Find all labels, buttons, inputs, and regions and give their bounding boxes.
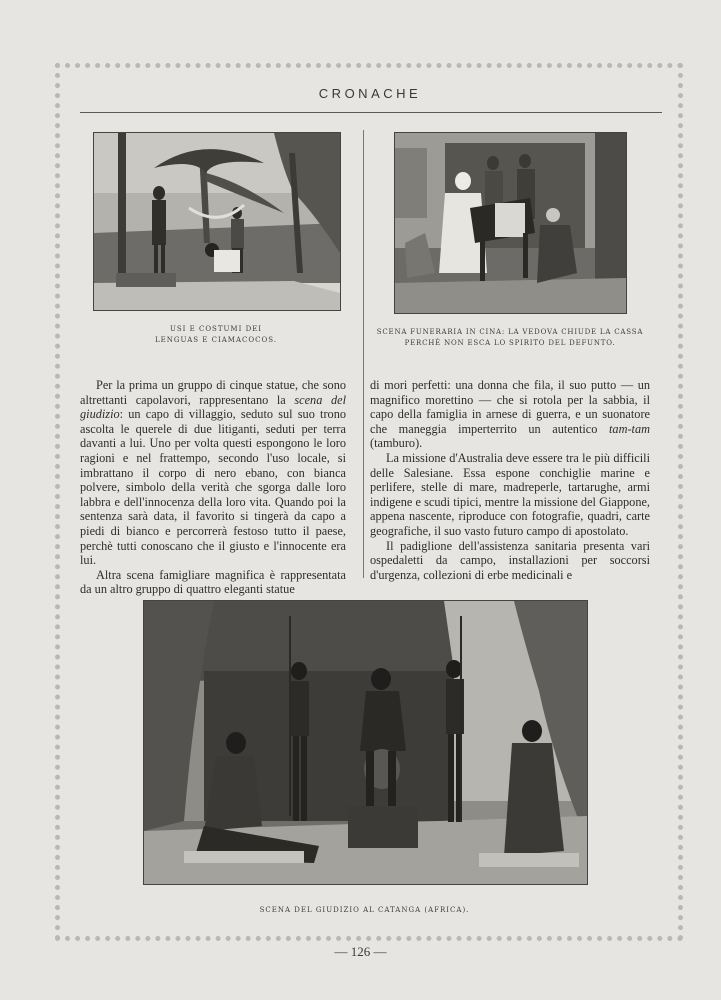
page-header: CRONACHE (318, 86, 422, 101)
paragraph-right-1-a: di mori perfetti: una donna che fila, il suo putto — un magnifico morettino — che si rotola per la sabbia, il capo della famiglia in arnese di guerra, e un suonatore che maneggia imperterrito un autentico (370, 378, 650, 436)
column-divider (363, 130, 364, 578)
paragraph-left-1-b: : un capo di villaggio, seduto sul suo trono ascolta le querele di due litiganti, seduti per terra davanti a lui. Uno per volta questi espongono le loro ragioni e nel frattempo, secondo l'uso locale, si imbrattano il corpo di nero ebano, con bianca polvere, simbolo della verità che sgorga dalle loro labbra e dell'innocenza della loro vita. Quando poi la sentenza sarà data, il favorito si tingerà da capo a piedi di bianco e percorrerà festoso tutto il paese, perchè tutti conoscano che il giusto e l'innocente era lui. (80, 407, 346, 568)
paragraph-left-2: Altra scena famigliare magnifica è rappresentata da un altro gruppo di quattro eleganti statue (80, 567, 346, 597)
caption-lenguas-line2: LENGUAS E CIAMACOCOS. (155, 336, 277, 344)
paragraph-left-1-emphasis: scena del giudizio (80, 392, 346, 422)
caption-funeral (372, 327, 648, 349)
photo-funeral-china (394, 132, 627, 314)
photo-judgment-katanga (143, 600, 588, 885)
paragraph-right-1-emphasis: tam-tam (609, 421, 650, 436)
photo-lenguas-ciamacocos (93, 132, 341, 311)
paragraph-left-1-a: Per la prima un gruppo di cinque statue, che sono altrettanti capolavori, rappresentano la (80, 378, 346, 407)
paragraph-right-2: La missione d'Australia deve essere tra le più difficili delle Salesiane. Essa espone conchiglie marine e perlifere, stelle di mare, madreperle, tartarughe, armi indigene e scudi tipici, mentre la missione del Giappone, appena nascente, riproduce con fotografie, quadri, carte geografiche, il suo vasto futuro campo di apostolato. (370, 450, 650, 538)
paragraph-right-1-b: (tamburo). (370, 436, 423, 451)
caption-funeral-line2: PERCHÈ NON ESCA LO SPIRITO DEL DEFUNTO. (404, 339, 616, 347)
caption-lenguas (93, 324, 339, 346)
paragraph-right-1 (370, 378, 650, 451)
page-number: — 126 — (334, 944, 387, 959)
article-left-column (80, 378, 346, 597)
paragraph-right-3: Il padiglione dell'assistenza sanitaria presenta vari ospedaletti da campo, installazioni per soccorsi d'urgenza, collezioni di erbe medicinali e (370, 538, 650, 582)
caption-funeral-line1: SCENA FUNERARIA IN CINA: LA VEDOVA CHIUDE LA CASSA (376, 328, 644, 336)
caption-judgment: SCENA DEL GIUDIZIO AL CATANGA (AFRICA). (259, 906, 470, 914)
paragraph-left-1 (80, 378, 346, 568)
caption-lenguas-line1: USI E COSTUMI DEI (169, 325, 263, 333)
photo-judgment-image (144, 601, 587, 884)
article-right-column (370, 378, 650, 582)
photo-lenguas-image (94, 133, 340, 310)
photo-funeral-image (395, 133, 626, 313)
header-rule (80, 112, 662, 113)
